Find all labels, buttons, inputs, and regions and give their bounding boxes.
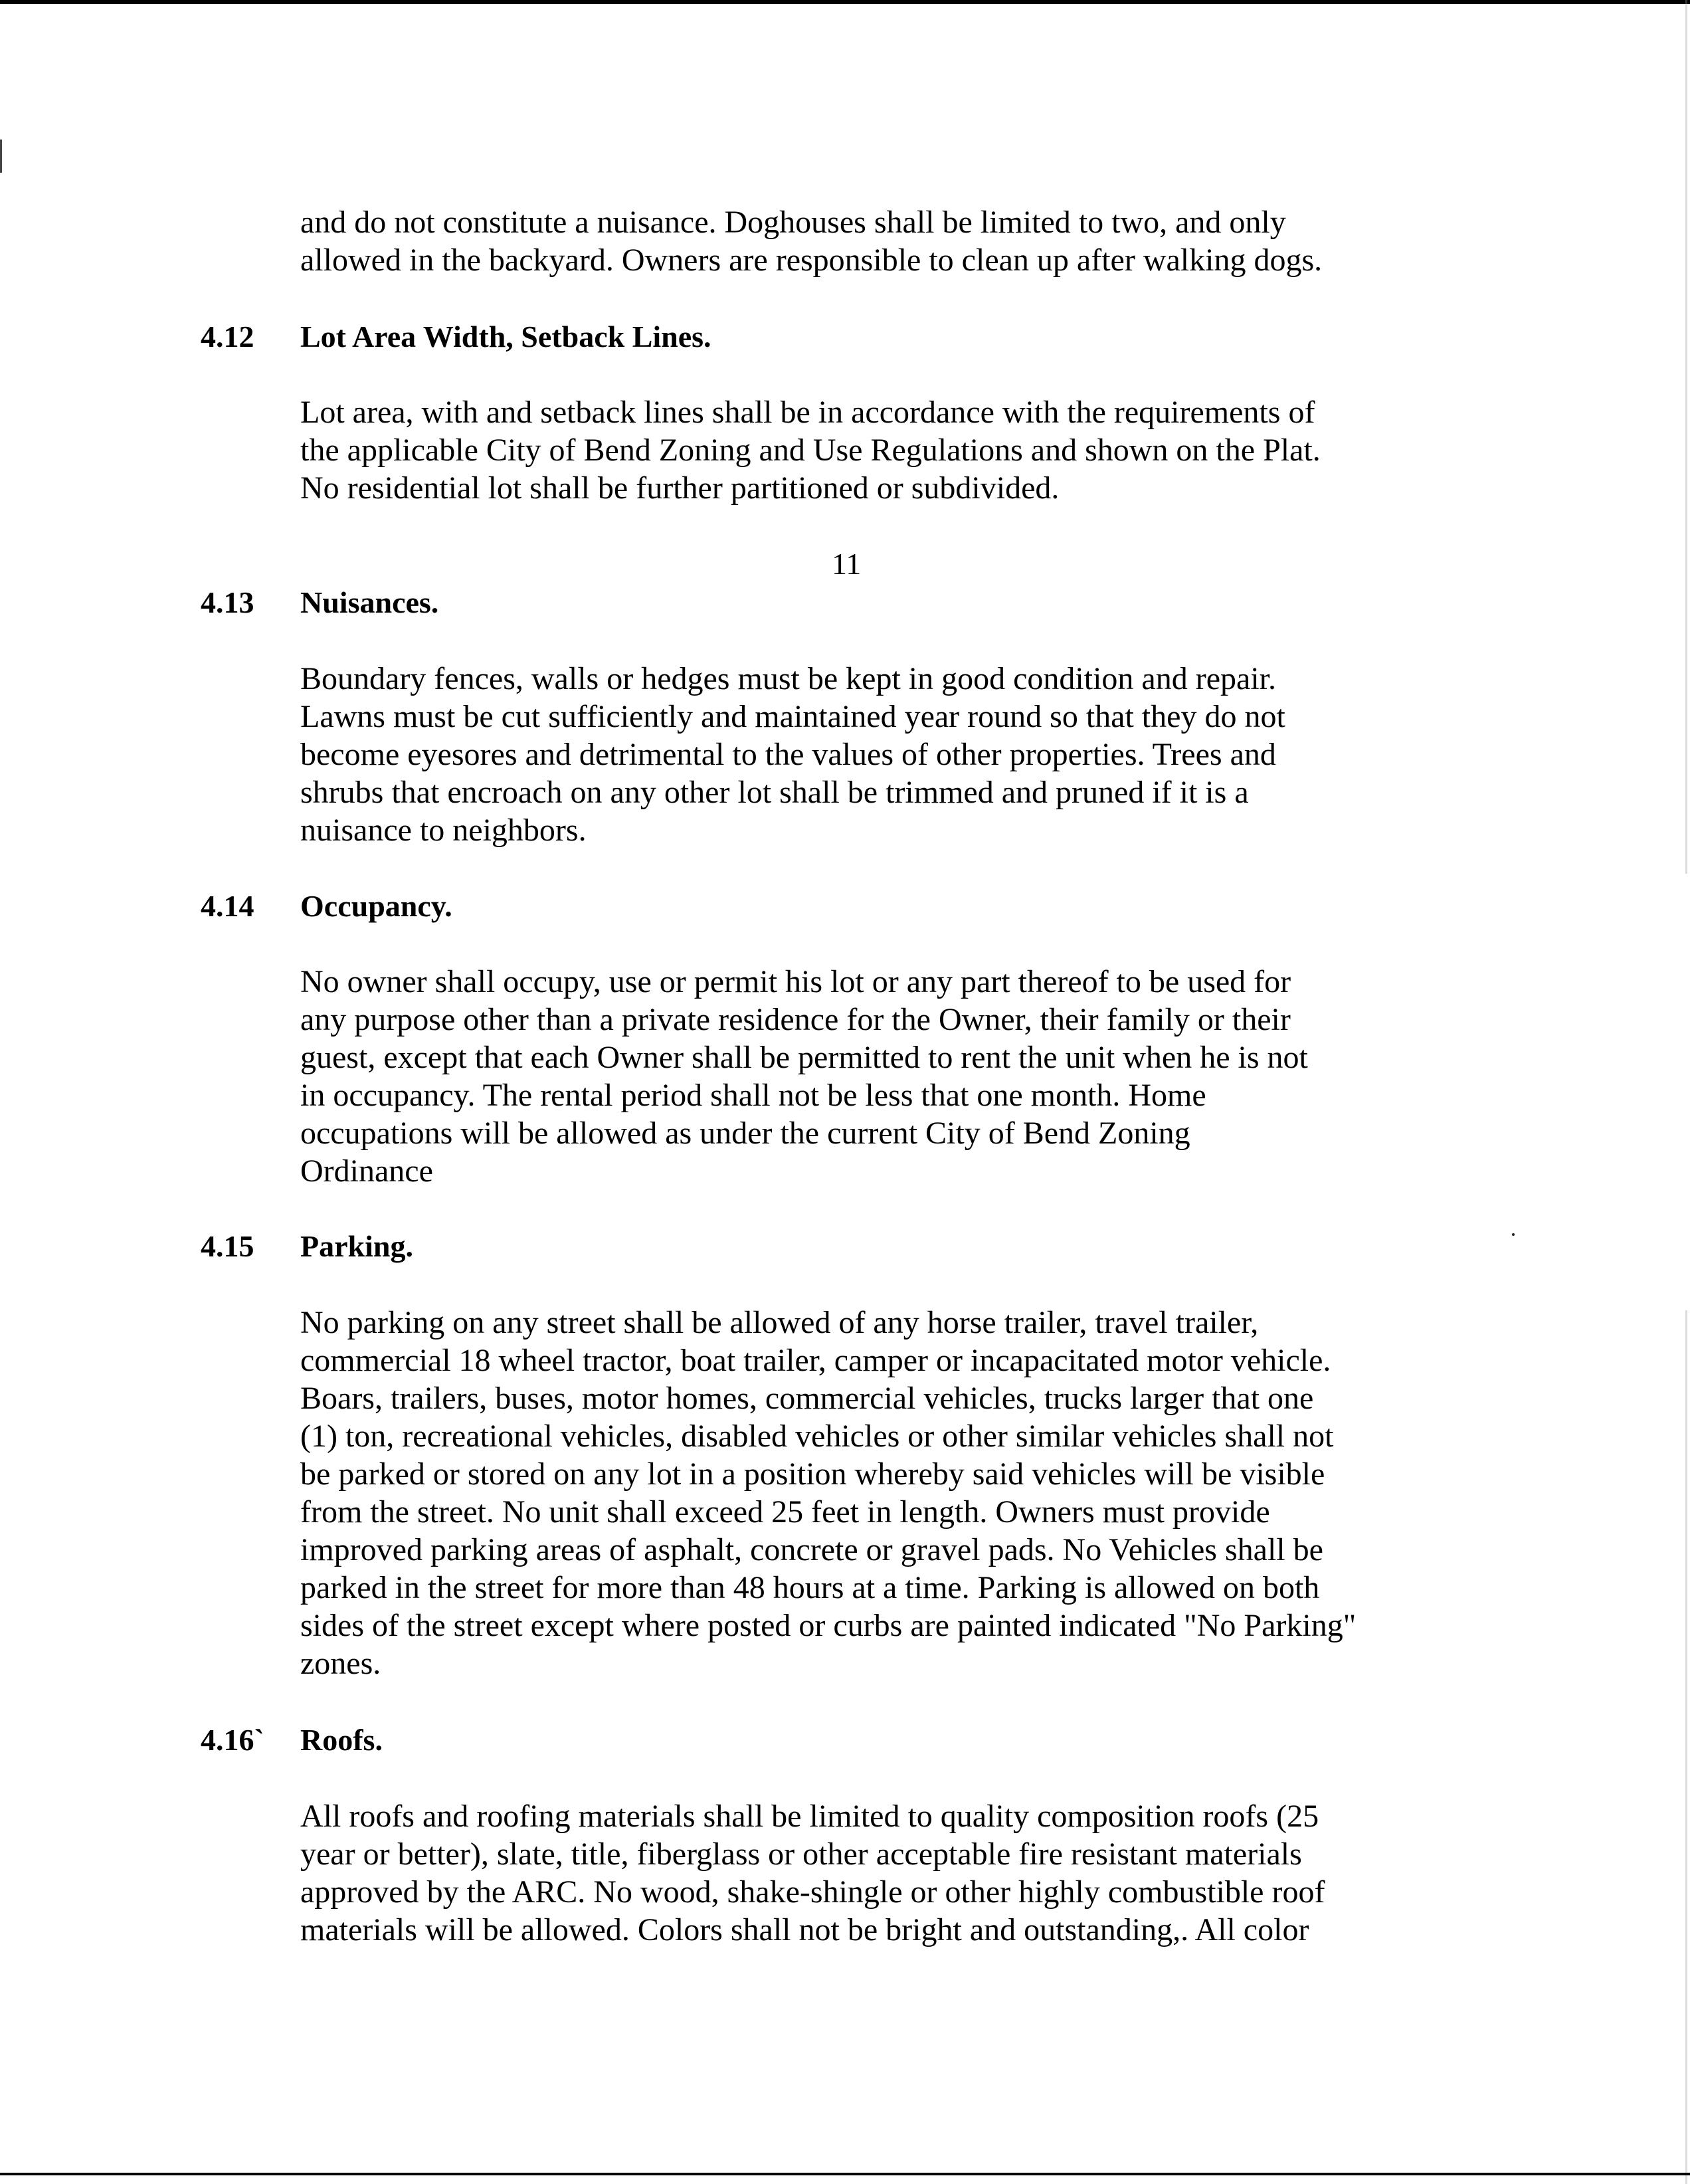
section-4-16-line-4: materials will be allowed. Colors shall not be bright and outstanding,. All color	[300, 1912, 1309, 1947]
section-number-4-13: 4.13	[201, 585, 254, 619]
scan-border-bottom	[0, 2173, 1690, 2175]
section-title-4-15: Parking.	[300, 1229, 413, 1263]
section-4-14-line-1: No owner shall occupy, use or permit his lot or any part thereof to be used for	[300, 964, 1291, 999]
section-4-15-line-5: be parked or stored on any lot in a position whereby said vehicles will be visible	[300, 1456, 1325, 1492]
section-4-15-line-2: commercial 18 wheel tractor, boat trailer, camper or incapacitated motor vehicle.	[300, 1343, 1331, 1378]
section-4-13-line-1: Boundary fences, walls or hedges must be kept in good condition and repair.	[300, 661, 1276, 696]
intro-line-2: allowed in the backyard. Owners are responsible to clean up after walking dogs.	[300, 243, 1323, 278]
section-4-15-line-4: (1) ton, recreational vehicles, disabled vehicles or other similar vehicles shall not	[300, 1419, 1334, 1454]
section-4-13-line-3: become eyesores and detrimental to the values of other properties. Trees and	[300, 737, 1276, 772]
scan-speck	[1512, 1233, 1515, 1236]
section-4-12-line-1: Lot area, with and setback lines shall be in accordance with the requirements of	[300, 395, 1315, 430]
section-4-15-line-8: parked in the street for more than 48 hours at a time. Parking is allowed on both	[300, 1570, 1320, 1605]
scan-border-right	[1685, 0, 1687, 2184]
section-4-15-line-6: from the street. No unit shall exceed 25 feet in length. Owners must provide	[300, 1494, 1270, 1530]
section-4-12-line-2: the applicable City of Bend Zoning and Use Regulations and shown on the Plat.	[300, 433, 1321, 468]
section-4-14-line-4: in occupancy. The rental period shall not be less that one month. Home	[300, 1078, 1206, 1113]
section-title-4-14: Occupancy.	[300, 889, 452, 923]
section-title-4-12: Lot Area Width, Setback Lines.	[300, 320, 711, 353]
section-4-13-line-2: Lawns must be cut sufficiently and maintained year round so that they do not	[300, 699, 1285, 734]
section-4-15-line-7: improved parking areas of asphalt, concrete or gravel pads. No Vehicles shall be	[300, 1532, 1323, 1567]
section-4-14-line-5: occupations will be allowed as under the current City of Bend Zoning	[300, 1116, 1190, 1151]
section-number-4-14: 4.14	[201, 889, 254, 923]
section-number-4-15: 4.15	[201, 1229, 254, 1263]
section-4-14-line-2: any purpose other than a private residence for the Owner, their family or their	[300, 1002, 1291, 1037]
scan-border-top	[0, 0, 1690, 4]
section-number-4-12: 4.12	[201, 320, 254, 353]
section-4-12-line-3: No residential lot shall be further partitioned or subdivided.	[300, 470, 1060, 506]
section-4-15-line-10: zones.	[300, 1646, 381, 1681]
section-4-16-line-1: All roofs and roofing materials shall be limited to quality composition roofs (25	[300, 1799, 1319, 1834]
section-number-4-16: 4.16`	[201, 1723, 264, 1757]
section-4-13-line-5: nuisance to neighbors.	[300, 813, 587, 848]
section-title-4-16: Roofs.	[300, 1723, 383, 1757]
section-4-14-line-3: guest, except that each Owner shall be permitted to rent the unit when he is not	[300, 1040, 1308, 1075]
section-4-15-line-9: sides of the street except where posted or curbs are painted indicated "No Parking"	[300, 1608, 1357, 1643]
scan-border-left	[0, 140, 2, 173]
section-4-16-line-2: year or better), slate, title, fiberglass or other acceptable fire resistant materials	[300, 1837, 1302, 1872]
section-4-15-line-3: Boars, trailers, buses, motor homes, commercial vehicles, trucks larger that one	[300, 1381, 1314, 1416]
section-title-4-13: Nuisances.	[300, 585, 439, 619]
section-4-16-line-3: approved by the ARC. No wood, shake-shingle or other highly combustible roof	[300, 1874, 1325, 1910]
intro-line-1: and do not constitute a nuisance. Doghouses shall be limited to two, and only	[300, 205, 1286, 240]
section-4-15-line-1: No parking on any street shall be allowed of any horse trailer, travel trailer,	[300, 1305, 1259, 1340]
section-4-13-line-4: shrubs that encroach on any other lot shall be trimmed and pruned if it is a	[300, 775, 1249, 810]
page-number: 11	[832, 547, 862, 581]
section-4-14-line-6: Ordinance	[300, 1153, 433, 1189]
